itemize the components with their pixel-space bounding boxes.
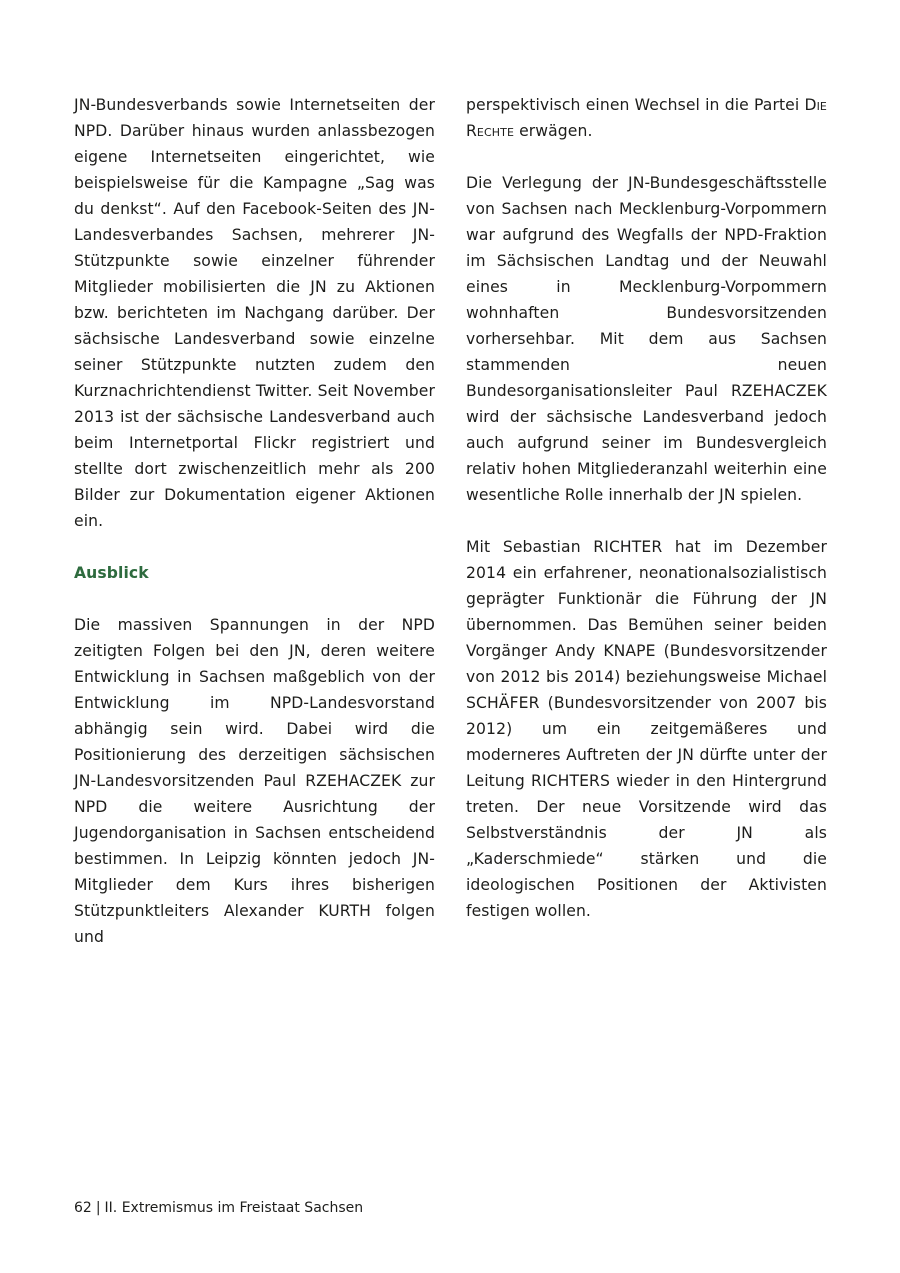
body-paragraph: Mit Sebastian RICHTER hat im Dezember 2014 ein erfahrener, neonationalsozialistisch geprägter Funktionär die Führung der JN übernommen. Das Bemühen seiner beiden Vorgänger Andy KNAPE (Bundesvorsitzender von 2012 bis 2014) beziehungsweise Michael SCHÄFER (Bundesvorsitzender von 2007 bis 2012) um ein zeitgemäßeres und moderneres Auftreten der JN dürfte unter der Leitung RICHTERS wieder in den Hintergrund treten. Der neue Vorsitzende wird das Selbstverständnis der JN als „Kaderschmiede“ stärken und die ideologischen Positionen der Aktivisten festigen wollen. <box>466 538 827 920</box>
section-heading: Ausblick <box>74 564 149 582</box>
body-paragraph <box>466 92 827 144</box>
body-paragraph: Die massiven Spannungen in der NPD zeitigten Folgen bei den JN, deren weitere Entwicklung in Sachsen maßgeblich von der Entwicklung im NPD-Landesvorstand abhängig sein wird. Dabei wird die Positionierung des derzeitigen sächsischen JN-Landesvorsitzenden Paul RZEHACZEK zur NPD die weitere Ausrichtung der Jugendorganisation in Sachsen entscheidend bestimmen. In Leipzig könnten jedoch JN-Mitglieder dem Kurs ihres bisherigen Stützpunktleiters Alexander KURTH folgen und <box>74 616 435 946</box>
right-column <box>466 92 827 924</box>
body-paragraph: JN-Bundesverbands sowie Internetseiten der NPD. Darüber hinaus wurden anlassbezogen eigene Internetseiten eingerichtet, wie beispielsweise für die Kampagne „Sag was du denkst“. Auf den Facebook-Seiten des JN-Landesverbandes Sachsen, mehrerer JN-Stützpunkte sowie einzelner führender Mitglieder mobilisierten die JN zu Aktionen bzw. berichteten im Nachgang darüber. Der sächsische Landesverband sowie einzelne seiner Stützpunkte nutzten zudem den Kurznachrichtendienst Twitter. Seit November 2013 ist der sächsische Landesverband auch beim Internetportal Flickr registriert und stellte dort zwischenzeitlich mehr als 200 Bilder zur Dokumentation eigener Aktionen ein. <box>74 96 435 530</box>
footer-separator: | <box>95 1200 101 1216</box>
page-footer <box>74 1198 363 1218</box>
body-paragraph: Die Verlegung der JN-Bundesgeschäftsstelle von Sachsen nach Mecklenburg-Vorpommern war aufgrund des Wegfalls der NPD-Fraktion im Sächsischen Landtag und der Neuwahl eines in Mecklenburg-Vorpommern wohnhaften Bundesvorsitzenden vorhersehbar. Mit dem aus Sachsen stammenden neuen Bundesorganisationsleiter Paul RZEHACZEK wird der sächsische Landesverband jedoch auch aufgrund seiner im Bundesvergleich relativ hohen Mitgliederanzahl weiterhin eine wesentliche Rolle innerhalb der JN spielen. <box>466 174 827 504</box>
paragraph-text: perspektivisch einen Wechsel in die Partei <box>466 96 805 114</box>
party-name: Die Rechte <box>466 96 827 140</box>
left-column <box>74 92 435 950</box>
footer-section-title: II. Extremismus im Freistaat Sachsen <box>104 1200 364 1216</box>
paragraph-text: erwägen. <box>514 122 593 140</box>
page-number: 62 <box>74 1200 92 1216</box>
